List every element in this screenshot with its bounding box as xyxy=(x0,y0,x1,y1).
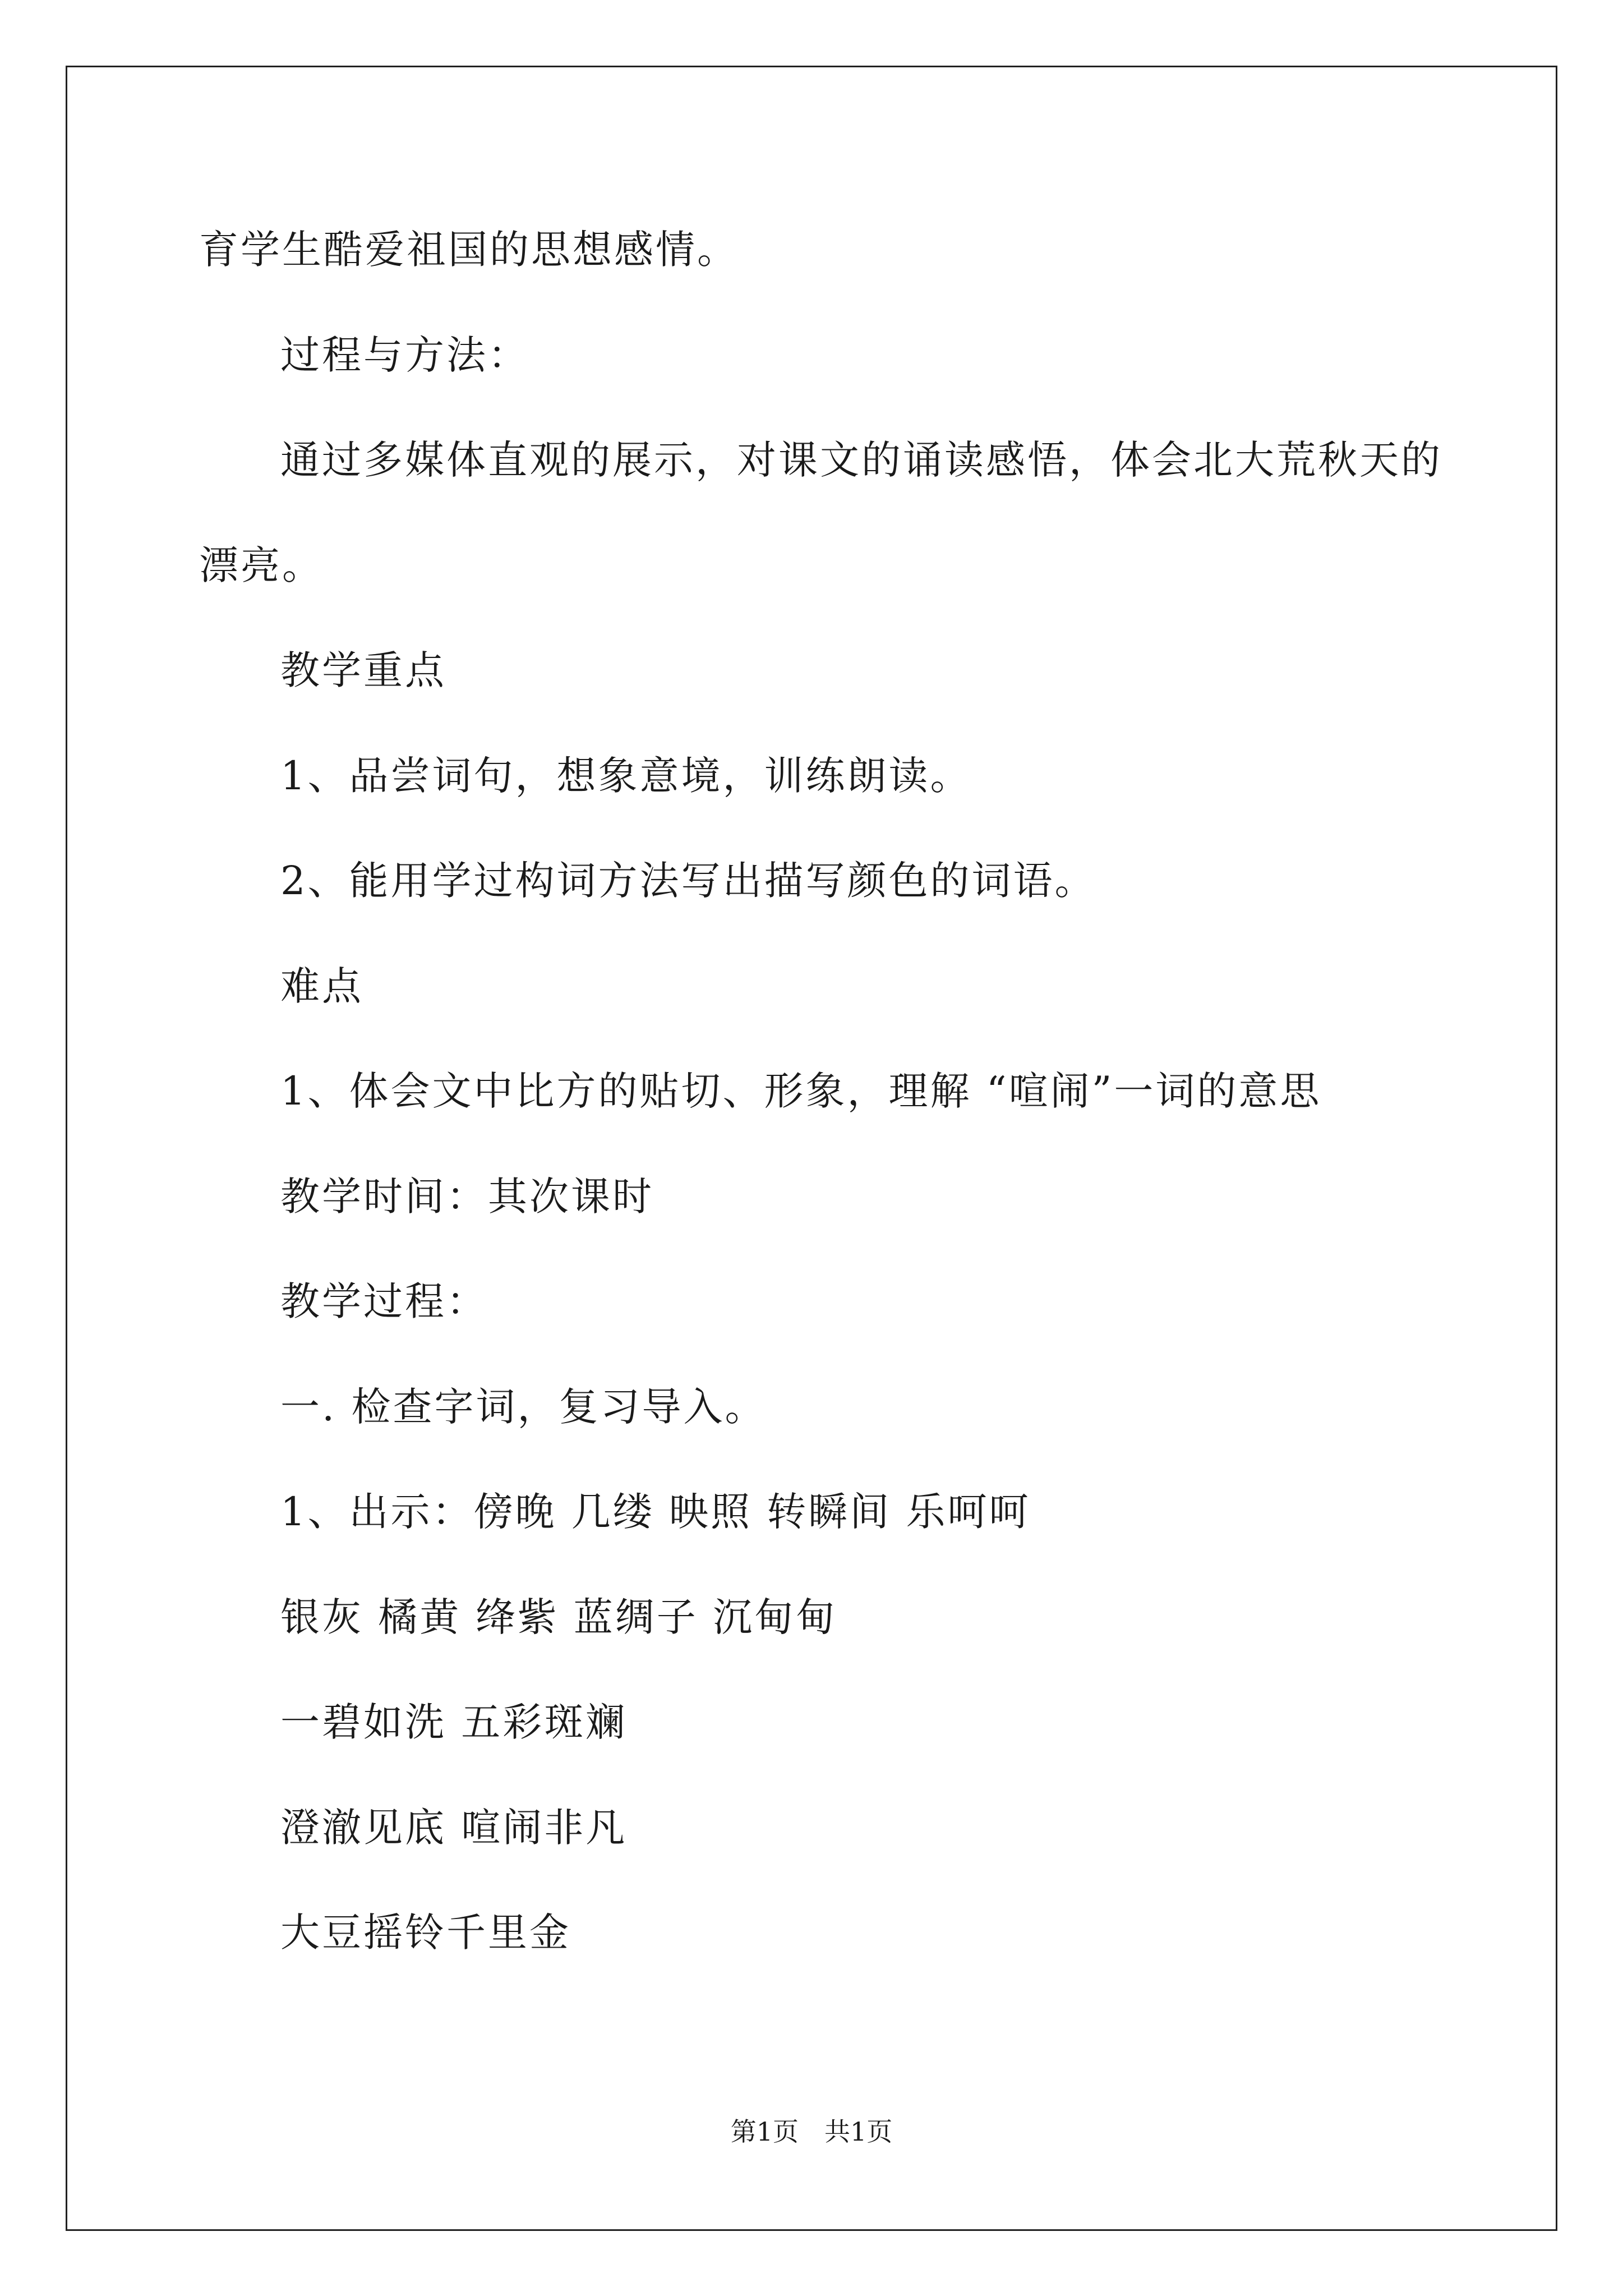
text-line-8: 难点 xyxy=(280,963,363,1009)
text-line-4: 漂亮。 xyxy=(199,542,324,588)
text-line-14: 银灰 橘黄 绛紫 蓝绸子 沉甸甸 xyxy=(280,1594,838,1640)
text-line-15: 一碧如洗 五彩斑斓 xyxy=(280,1699,628,1745)
text-line-3: 通过多媒体直观的展示，对课文的诵读感悟，体会北大荒秋天的 xyxy=(280,437,1442,483)
text-line-12: 一. 检查字词，复习导入。 xyxy=(280,1384,767,1430)
text-line-13: 1、出示：傍晚 几缕 映照 转瞬间 乐呵呵 xyxy=(280,1489,1031,1535)
text-line-16: 澄澈见底 喧闹非凡 xyxy=(280,1805,628,1851)
text-line-7: 2、能用学过构词方法写出描写颜色的词语。 xyxy=(280,858,1096,904)
text-line-17: 大豆摇铃千里金 xyxy=(280,1910,571,1955)
text-line-6: 1、品尝词句，想象意境，训练朗读。 xyxy=(280,753,972,799)
page-number-footer: 第1页 共1页 xyxy=(730,2116,893,2147)
text-line-5: 教学重点 xyxy=(280,647,446,693)
page-border xyxy=(66,66,1557,2231)
text-line-10: 教学时间：其次课时 xyxy=(280,1174,654,1220)
text-line-11: 教学过程： xyxy=(280,1278,488,1324)
text-line-1: 育学生酷爱祖国的思想感情。 xyxy=(199,227,739,273)
text-line-9: 1、体会文中比方的贴切、形象，理解 “喧闹”一词的意思 xyxy=(280,1068,1322,1114)
text-line-2: 过程与方法： xyxy=(280,332,529,378)
